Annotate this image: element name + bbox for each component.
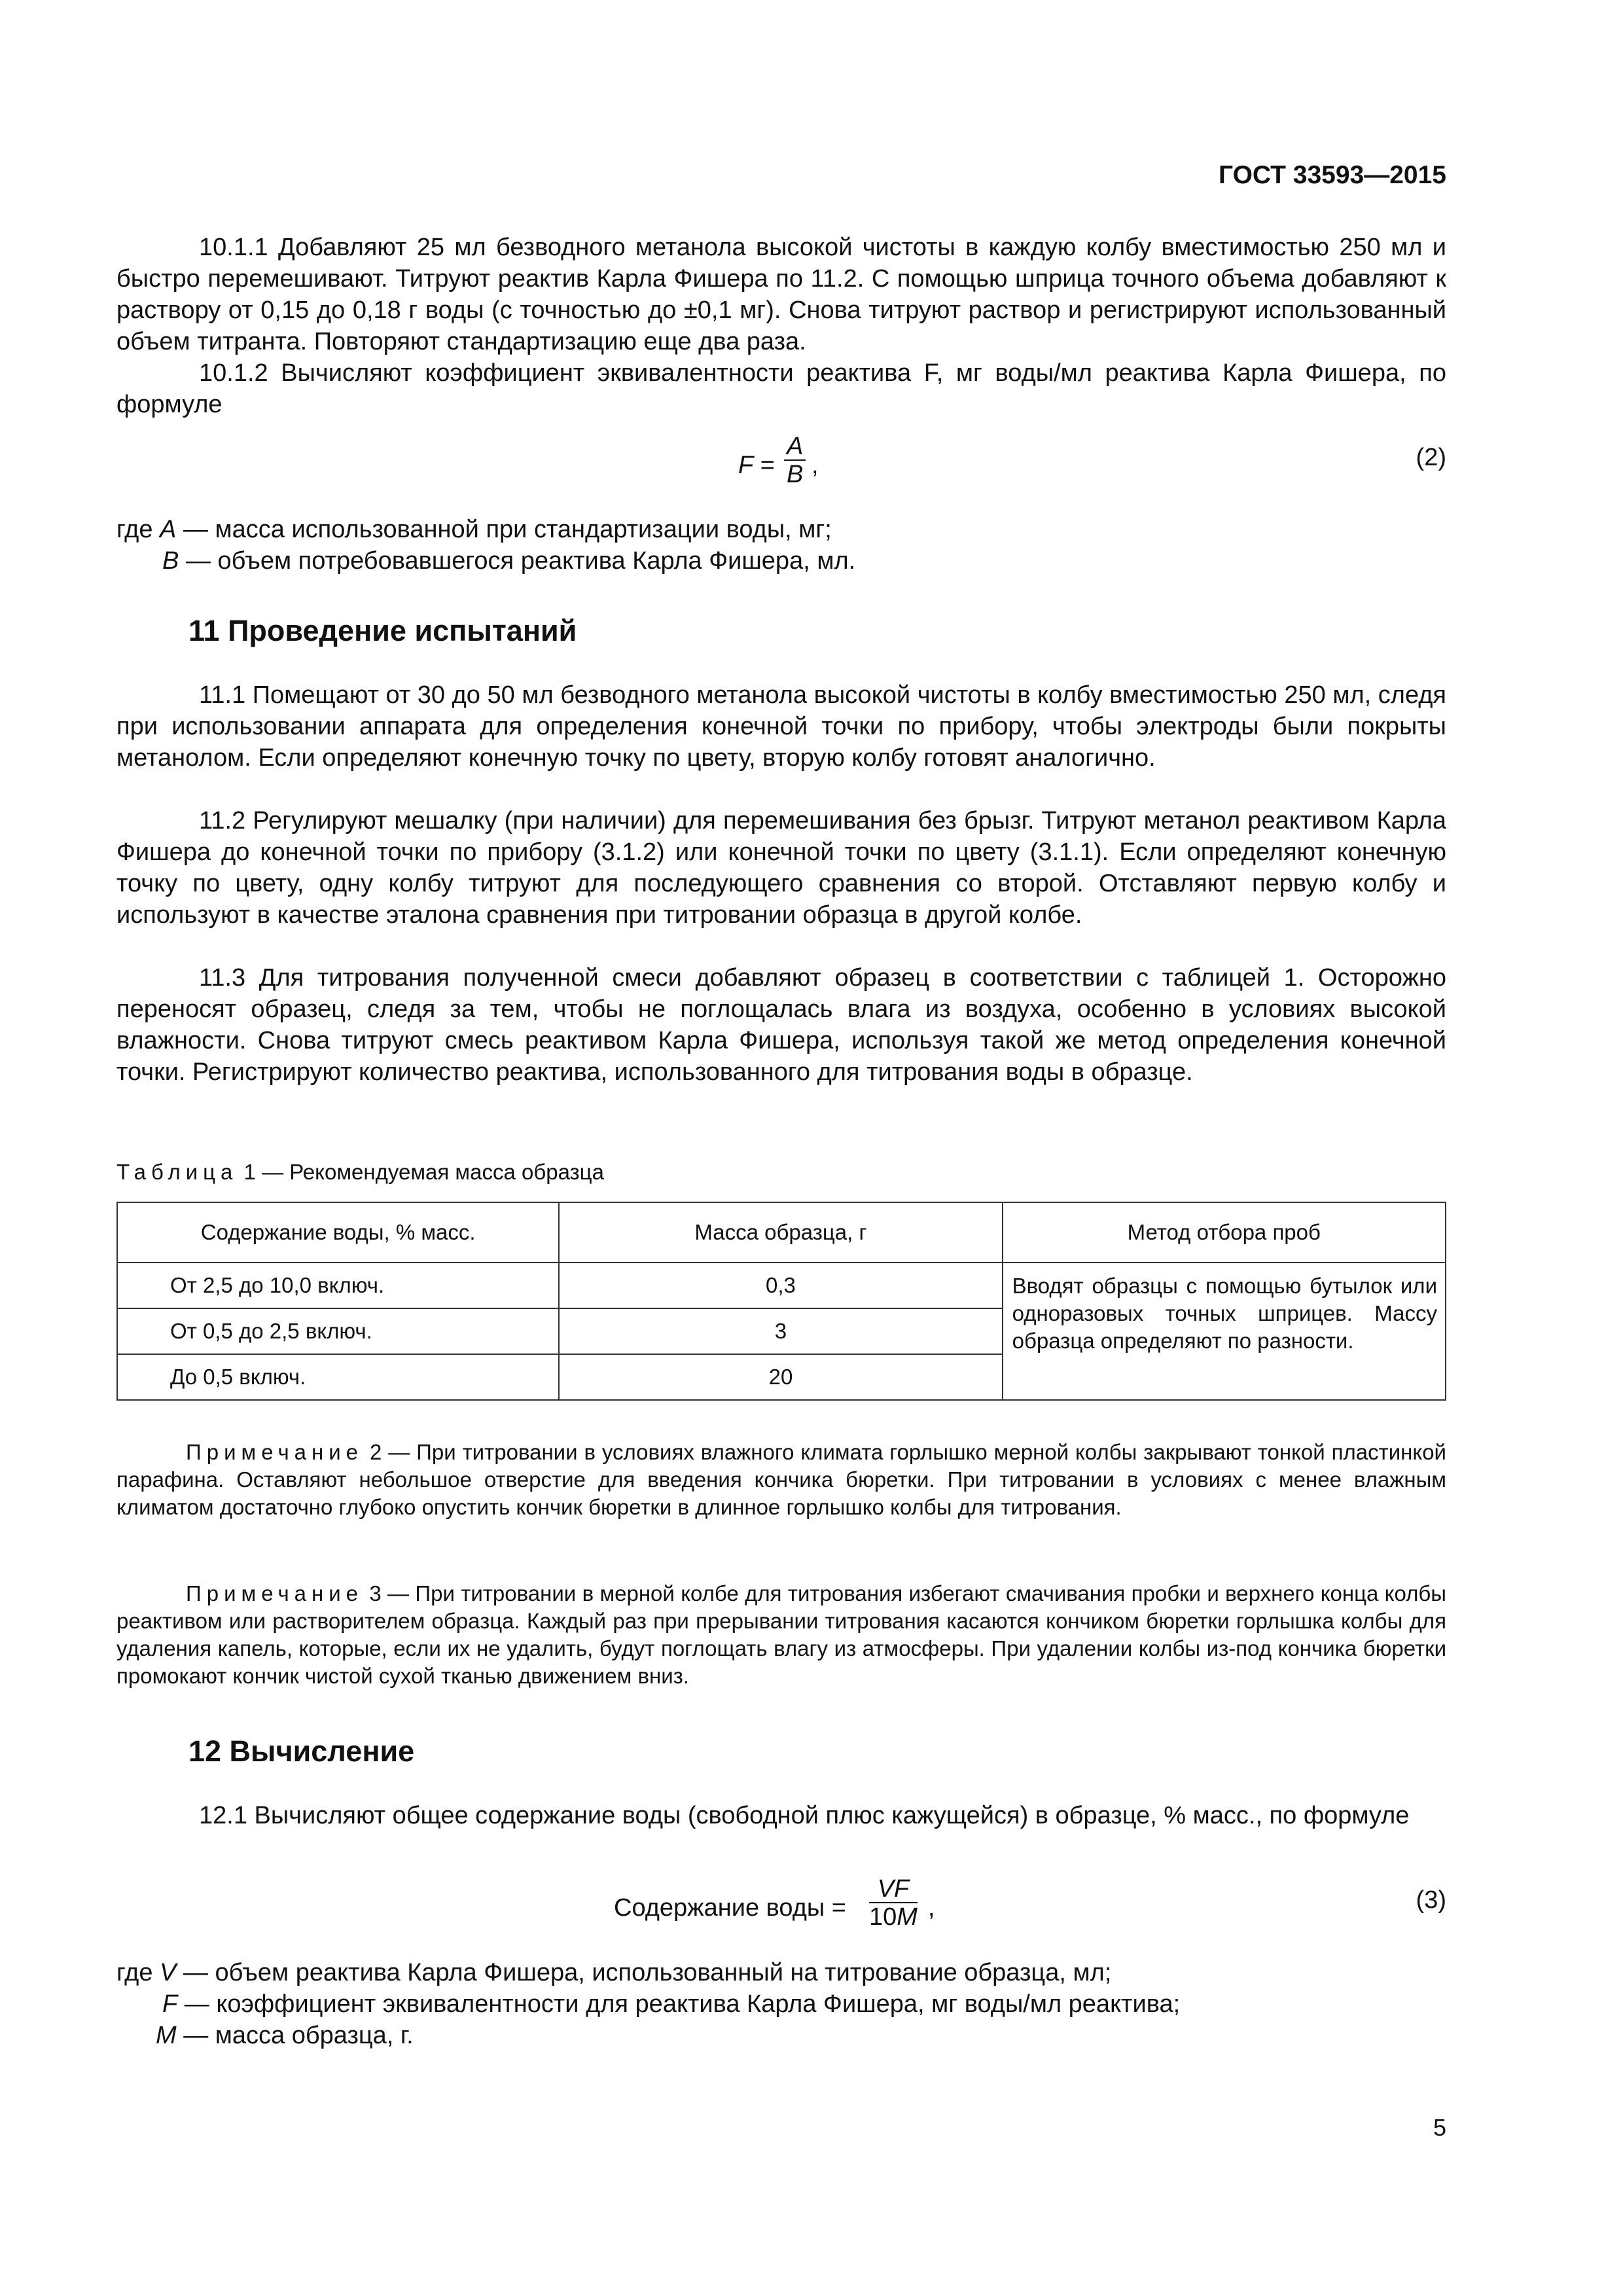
paragraph-10-1-2 (116, 357, 1446, 420)
sample-mass-table (116, 1202, 1446, 1401)
note-3-text: 3 — При титровании в мерной колбе для титрования избегают смачивания пробки и верхнего конца колбы реактивом или растворителем образца. Каждый раз при прерывании титрования касаются кончиком бюретки горлышка колбы для удаления капель, которые, если их не удалить, будут поглощать влагу из атмосферы. При удалении колбы из-под кончика бюретки промокают кончик чистой сухой тканью движением вниз. (116, 1581, 1446, 1688)
formula-3-fraction (869, 1876, 918, 1931)
section-11-heading: 11 Проведение испытаний (188, 614, 577, 647)
table-header-water-content: Содержание воды, % масс. (117, 1202, 559, 1263)
paragraph-11-1-text: 11.1 Помещают от 30 до 50 мл безводного метанола высокой чистоты в колбу вместимостью 250 мл, следя при использовании аппарата для определения конечной точки по прибору, чтобы электроды были покрыты метанолом. Если определяют конечную точку по цвету, вторую колбу готовят аналогично. (116, 681, 1446, 772)
table-cell-sample-mass: 20 (559, 1354, 1002, 1400)
table-header-sample-mass: Масса образца, г (559, 1202, 1002, 1263)
table-cell-sample-mass: 3 (559, 1308, 1002, 1354)
paragraph-11-3-text: 11.3 Для титрования полученной смеси добавляют образец в соответствии с таблицей 1. Осторожно переносят образец, следя за тем, чтобы не поглощалась влага из воздуха, особенно в условиях высокой влажности. Снова титруют смесь реактивом Карла Фишера, используя такой же метод определения конечной точки. Регистрируют количество реактива, использованного для титрования воды в образце. (116, 964, 1446, 1086)
note-2 (116, 1439, 1446, 1521)
table-caption-label: Таблица (116, 1160, 238, 1184)
formula-2-comma: , (812, 452, 819, 479)
table-header-row (117, 1202, 1446, 1263)
note-2-label: Примечание (186, 1440, 364, 1464)
formula-3-denominator: 10M (869, 1903, 918, 1931)
where-v: где V — объем реактива Карла Фишера, использованный на титрование образца, мл; (116, 1959, 1112, 1986)
table-cell-water-content: От 2,5 до 10,0 включ. (117, 1263, 559, 1308)
formula-2-lhs: F = (738, 452, 775, 479)
note-2-text: 2 — При титровании в условиях влажного климата горлышко мерной колбы закрывают тонкой пластинкой парафина. Оставляют небольшое отверстие для введения кончика бюретки. При титровании в условиях с менее влажным климатом достаточно глубоко опустить кончик бюретки в длинное горлышко колбы для титрования. (116, 1440, 1446, 1519)
where-m: M — масса образца, г. (156, 2022, 414, 2049)
table-cell-sample-mass: 0,3 (559, 1263, 1002, 1308)
table-cell-water-content: До 0,5 включ. (117, 1354, 559, 1400)
paragraph-12-1 (116, 1800, 1446, 1831)
paragraph-11-3 (116, 962, 1446, 1088)
formula-3-numerator: VF (869, 1876, 918, 1903)
formula-2-fraction (784, 433, 806, 488)
formula-2-denominator: B (787, 461, 804, 488)
table-cell-sampling-method: Вводят образцы с помощью бутылок или одноразовых точных шприцев. Массу образца определяют по разности. (1003, 1263, 1446, 1400)
paragraph-10-1-1 (116, 232, 1446, 357)
formula-3-comma: , (928, 1894, 935, 1922)
paragraph-10-1-1-text: 10.1.1 Добавляют 25 мл безводного метанола высокой чистоты в каждую колбу вместимостью 250 мл и быстро перемешивают. Титруют реактив Карла Фишера по 11.2. С помощью шприца точного объема добавляют к раствору от 0,15 до 0,18 г воды (с точностью до ±0,1 мг). Снова титруют раствор и регистрируют использованный объем титранта. Повторяют стандартизацию еще два раза. (116, 234, 1446, 355)
note-3 (116, 1580, 1446, 1690)
table-row (117, 1263, 1446, 1308)
where-f: F — коэффициент эквивалентности для реактива Карла Фишера, мг воды/мл реактива; (162, 1990, 1181, 2018)
table-header-sampling-method: Метод отбора проб (1003, 1202, 1446, 1263)
note-3-label: Примечание (186, 1581, 364, 1605)
table-cell-water-content: От 0,5 до 2,5 включ. (117, 1308, 559, 1354)
formula-2-numerator: A (784, 433, 806, 461)
table-caption (116, 1160, 604, 1185)
formula-2-number: (2) (1416, 444, 1446, 471)
where-a: где A — масса использованной при стандартизации воды, мг; (116, 516, 832, 543)
paragraph-11-2-text: 11.2 Регулируют мешалку (при наличии) для перемешивания без брызг. Титруют метанол реактивом Карла Фишера до конечной точки по прибору (3.1.2) или конечной точки по цвету (3.1.1). Если определяют конечную точку по цвету, одну колбу титруют для последующего сравнения со второй. Отставляют первую колбу и используют в качестве эталона сравнения при титровании образца в другой колбе. (116, 807, 1446, 929)
paragraph-10-1-2-text: 10.1.2 Вычисляют коэффициент эквивалентности реактива F, мг воды/мл реактива Карла Фишера, по формуле (116, 359, 1446, 418)
formula-3-lhs: Содержание воды = (614, 1894, 846, 1922)
page-number: 5 (1433, 2114, 1446, 2141)
formula-3 (116, 1865, 1446, 1937)
paragraph-12-1-text: 12.1 Вычисляют общее содержание воды (свободной плюс кажущейся) в образце, % масс., по формуле (199, 1802, 1410, 1829)
section-12-heading: 12 Вычисление (188, 1734, 415, 1768)
formula-2 (116, 425, 1446, 497)
paragraph-11-2 (116, 805, 1446, 931)
where-b: B — объем потребовавшегося реактива Карла Фишера, мл. (162, 547, 856, 575)
paragraph-11-1 (116, 679, 1446, 774)
formula-3-number: (3) (1416, 1886, 1446, 1914)
table-caption-text: 1 — Рекомендуемая масса образца (238, 1160, 604, 1184)
standard-code: ГОСТ 33593—2015 (1219, 161, 1446, 189)
